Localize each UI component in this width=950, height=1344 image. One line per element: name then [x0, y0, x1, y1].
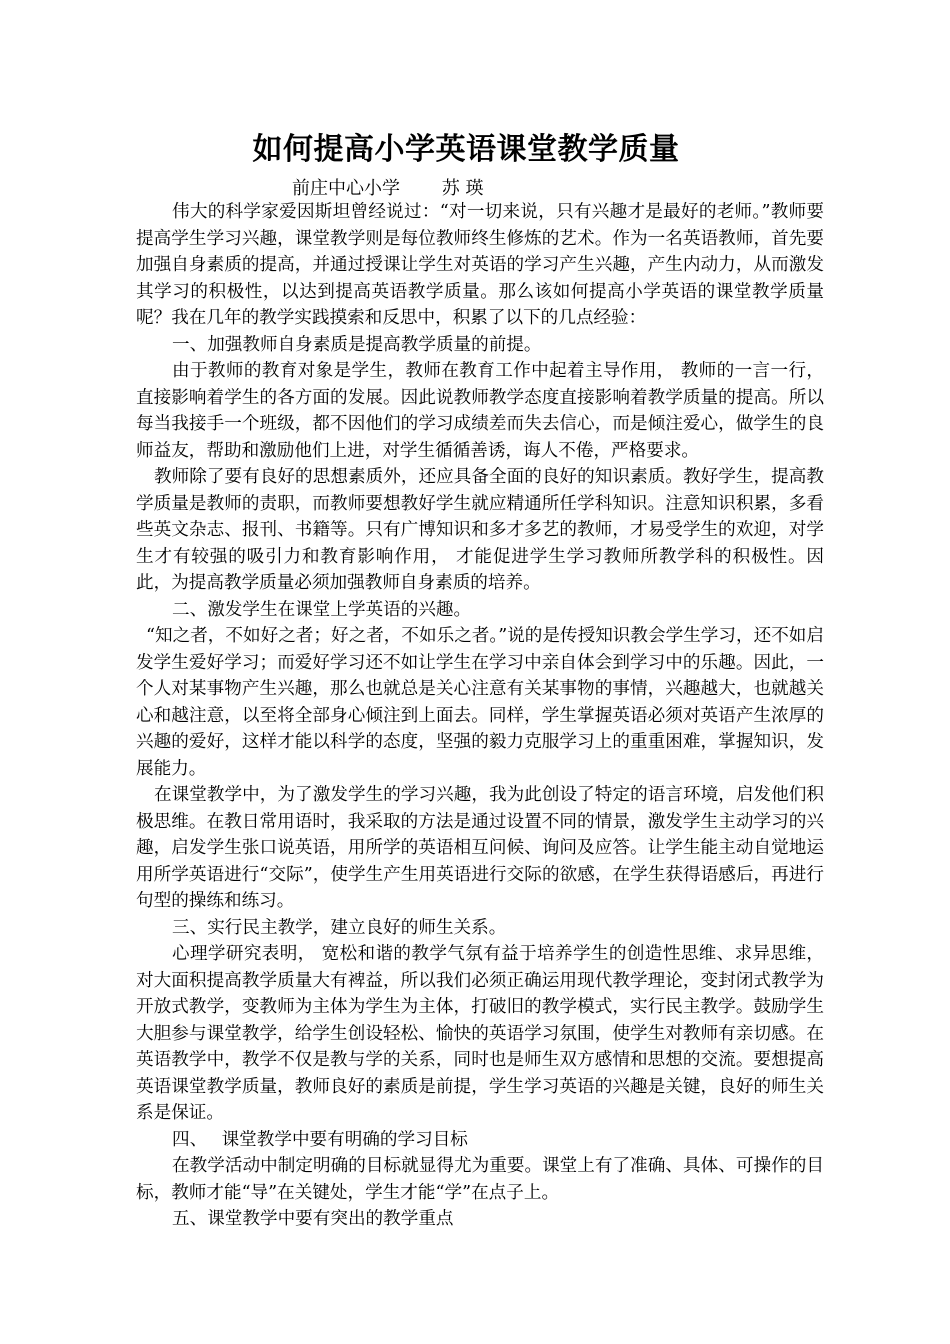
body-paragraph: 教师除了要有良好的思想素质外，还应具备全面的良好的知识素质。教好学生，提高教学质量是教师的责职，而教师要想教好学生就应精通所任学科知识。注意知识积累，多看些英文杂志、报刊、书籍等。只有广博知识和多才多艺的教师，才易受学生的欢迎，对学生才有较强的吸引力和教育影响作用， 才能促进学生学习教师所教学科的积极性。因此，为提高教学质量必须加强教师自身素质的培养。 [136, 467, 824, 593]
section-heading: 二、激发学生在课堂上学英语的兴趣。 [172, 599, 472, 620]
body-paragraph: 伟大的科学家爱因斯坦曾经说过：“对一切来说，只有兴趣才是最好的老师。”教师要提高学生学习兴趣，课堂教学则是每位教师终生修炼的艺术。作为一名英语教师，首先要加强自身素质的提高，并通过授课让学生对英语的学习产生兴趣，产生内动力，从而激发其学习的积极性，以达到提高英语教学质量。那么该如何提高小学英语的课堂教学质量呢？我在几年的教学实践摸索和反思中，积累了以下的几点经验： [136, 202, 824, 328]
section-heading: 五、课堂教学中要有突出的教学重点 [172, 1209, 454, 1229]
body-paragraph: 在课堂教学中，为了激发学生的学习兴趣，我为此创设了特定的语言环境，启发他们积极思维。在教日常用语时，我采取的方法是通过设置不同的情景，激发学生主动学习的兴趣，启发学生张口说英语，用所学的英语相互问候、询问及应答。让学生能主动自觉地运用所学英语进行“交际”，使学生产生用英语进行交际的欲感，在学生获得语感后，再进行句型的操练和练习。 [136, 785, 824, 911]
document-title: 如何提高小学英语课堂教学质量 [252, 132, 680, 167]
author-byline: 前庄中心小学 苏 瑛 [292, 178, 484, 199]
section-heading: 一、加强教师自身素质是提高教学质量的前提。 [172, 334, 542, 355]
body-paragraph: 心理学研究表明， 宽松和谐的教学气氛有益于培养学生的创造性思维、求异思维，对大面积提高教学质量大有裨益，所以我们必须正确运用现代教学理论，变封闭式教学为开放式教学，变教师为主体为学生为主体，打破旧的教学模式，实行民主教学。鼓励学生大胆参与课堂教学，给学生创设轻松、愉快的英语学习氛围，使学生对教师有亲切感。在英语教学中，教学不仅是教与学的关系，同时也是师生双方感情和思想的交流。要想提高英语课堂教学质量，教师良好的素质是前提，学生学习英语的兴趣是关键，良好的师生关系是保证。 [136, 944, 824, 1123]
document-body [136, 199, 824, 1233]
section-heading: 四、 课堂教学中要有明确的学习目标 [172, 1129, 468, 1150]
body-paragraph: “知之者，不如好之者；好之者，不如乐之者。”说的是传授知识教会学生学习，还不如启发学生爱好学习；而爱好学习还不如让学生在学习中亲自体会到学习中的乐趣。因此，一个人对某事物产生兴趣，那么也就总是关心注意有关某事物的事情，兴趣越大，也就越关心和越注意，以至将全部身心倾注到上面去。同样，学生掌握英语必须对英语产生浓厚的兴趣的爱好，这样才能以科学的态度，坚强的毅力克服学习上的重重困难，掌握知识，发展能力。 [136, 626, 824, 779]
body-paragraph: 在教学活动中制定明确的目标就显得尤为重要。课堂上有了准确、具体、可操作的目标，教师才能“导”在关键处，学生才能“学”在点子上。 [136, 1156, 824, 1203]
section-heading: 三、实行民主教学，建立良好的师生关系。 [172, 917, 507, 938]
body-paragraph: 由于教师的教育对象是学生，教师在教育工作中起着主导作用， 教师的一言一行，直接影响着学生的各方面的发展。因此说教师教学态度直接影响着教学质量的提高。所以每当我接手一个班级，都不因他们的学习成绩差而失去信心，而是倾注爱心，做学生的良师益友，帮助和激励他们上进，对学生循循善诱，诲人不倦，严格要求。 [136, 361, 824, 461]
